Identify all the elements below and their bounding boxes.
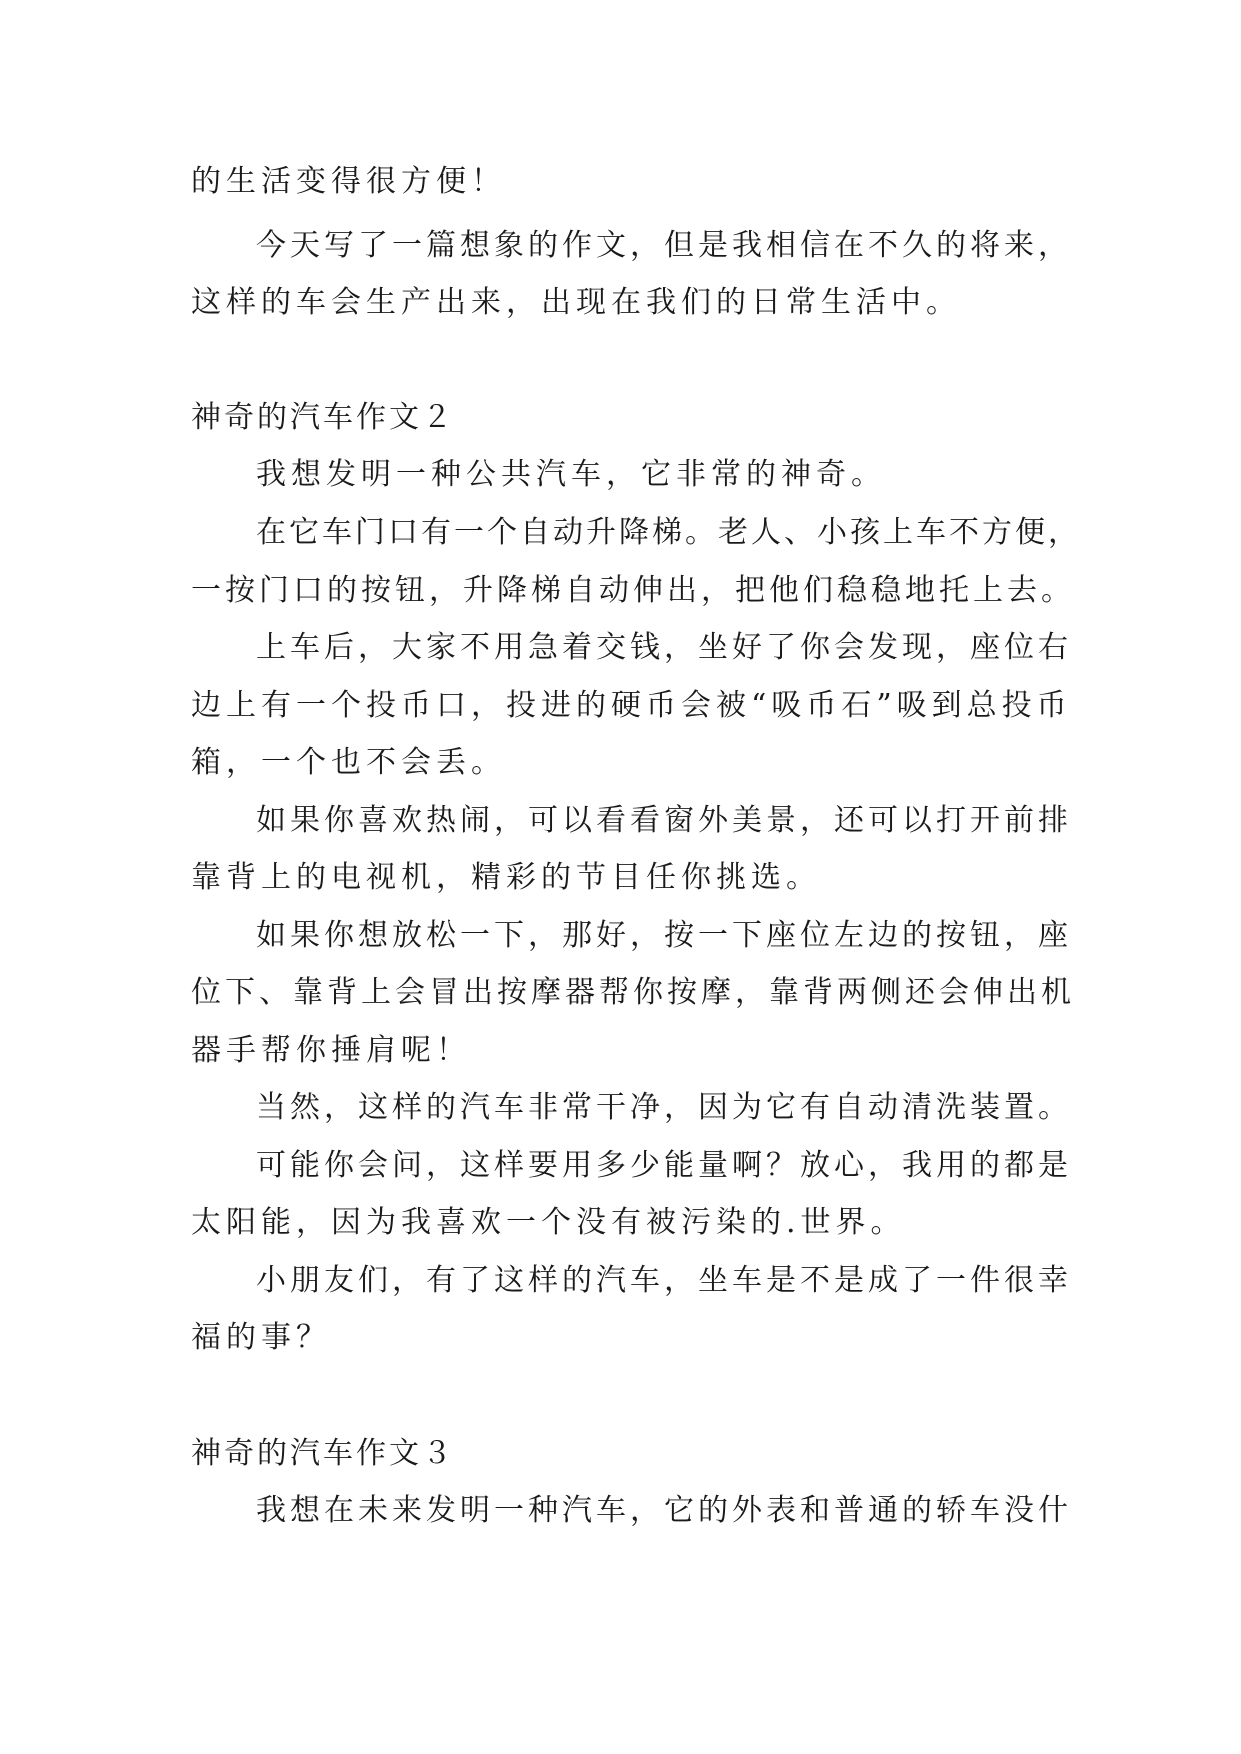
paragraph-line: 小朋友们，有了这样的汽车，坐车是不是成了一件很幸 [256, 1263, 1072, 1298]
paragraph-line: 的生活变得很方便！ [191, 164, 506, 199]
section-heading: 神奇的汽车作文２ [191, 400, 455, 435]
paragraph-line: 位下、靠背上会冒出按摩器帮你按摩，靠背两侧还会伸出机 [191, 975, 1075, 1010]
paragraph-line: 可能你会问，这样要用多少能量啊？放心，我用的都是 [256, 1148, 1072, 1183]
paragraph-line: 箱，一个也不会丢。 [191, 745, 506, 780]
paragraph-line: 在它车门口有一个自动升降梯。老人、小孩上车不方便， [256, 515, 1081, 550]
paragraph-line: 如果你想放松一下，那好，按一下座位左边的按钮，座 [256, 918, 1072, 953]
paragraph-line: 我想发明一种公共汽车，它非常的神奇。 [256, 457, 886, 492]
paragraph-line: 上车后，大家不用急着交钱，坐好了你会发现，座位右 [256, 630, 1072, 665]
paragraph-line: 靠背上的电视机，精彩的节目任你挑选。 [191, 860, 821, 895]
paragraph-line: 边上有一个投币口，投进的硬币会被“吸币石”吸到总投币 [191, 688, 1072, 723]
paragraph-line: 我想在未来发明一种汽车，它的外表和普通的轿车没什 [256, 1493, 1072, 1528]
paragraph-line: 福的事？ [191, 1320, 331, 1355]
paragraph-line: 当然，这样的汽车非常干净，因为它有自动清洗装置。 [256, 1090, 1072, 1125]
paragraph-line: 今天写了一篇想象的作文，但是我相信在不久的将来， [256, 228, 1072, 263]
section-heading: 神奇的汽车作文３ [191, 1436, 455, 1471]
paragraph-line: 这样的车会生产出来，出现在我们的日常生活中。 [191, 285, 961, 320]
paragraph-line: 器手帮你捶肩呢！ [191, 1033, 471, 1068]
paragraph-line: 太阳能，因为我喜欢一个没有被污染的.世界。 [191, 1205, 906, 1240]
paragraph-line: 一按门口的按钮，升降梯自动伸出，把他们稳稳地托上去。 [191, 573, 1075, 608]
paragraph-line: 如果你喜欢热闹，可以看看窗外美景，还可以打开前排 [256, 803, 1072, 838]
